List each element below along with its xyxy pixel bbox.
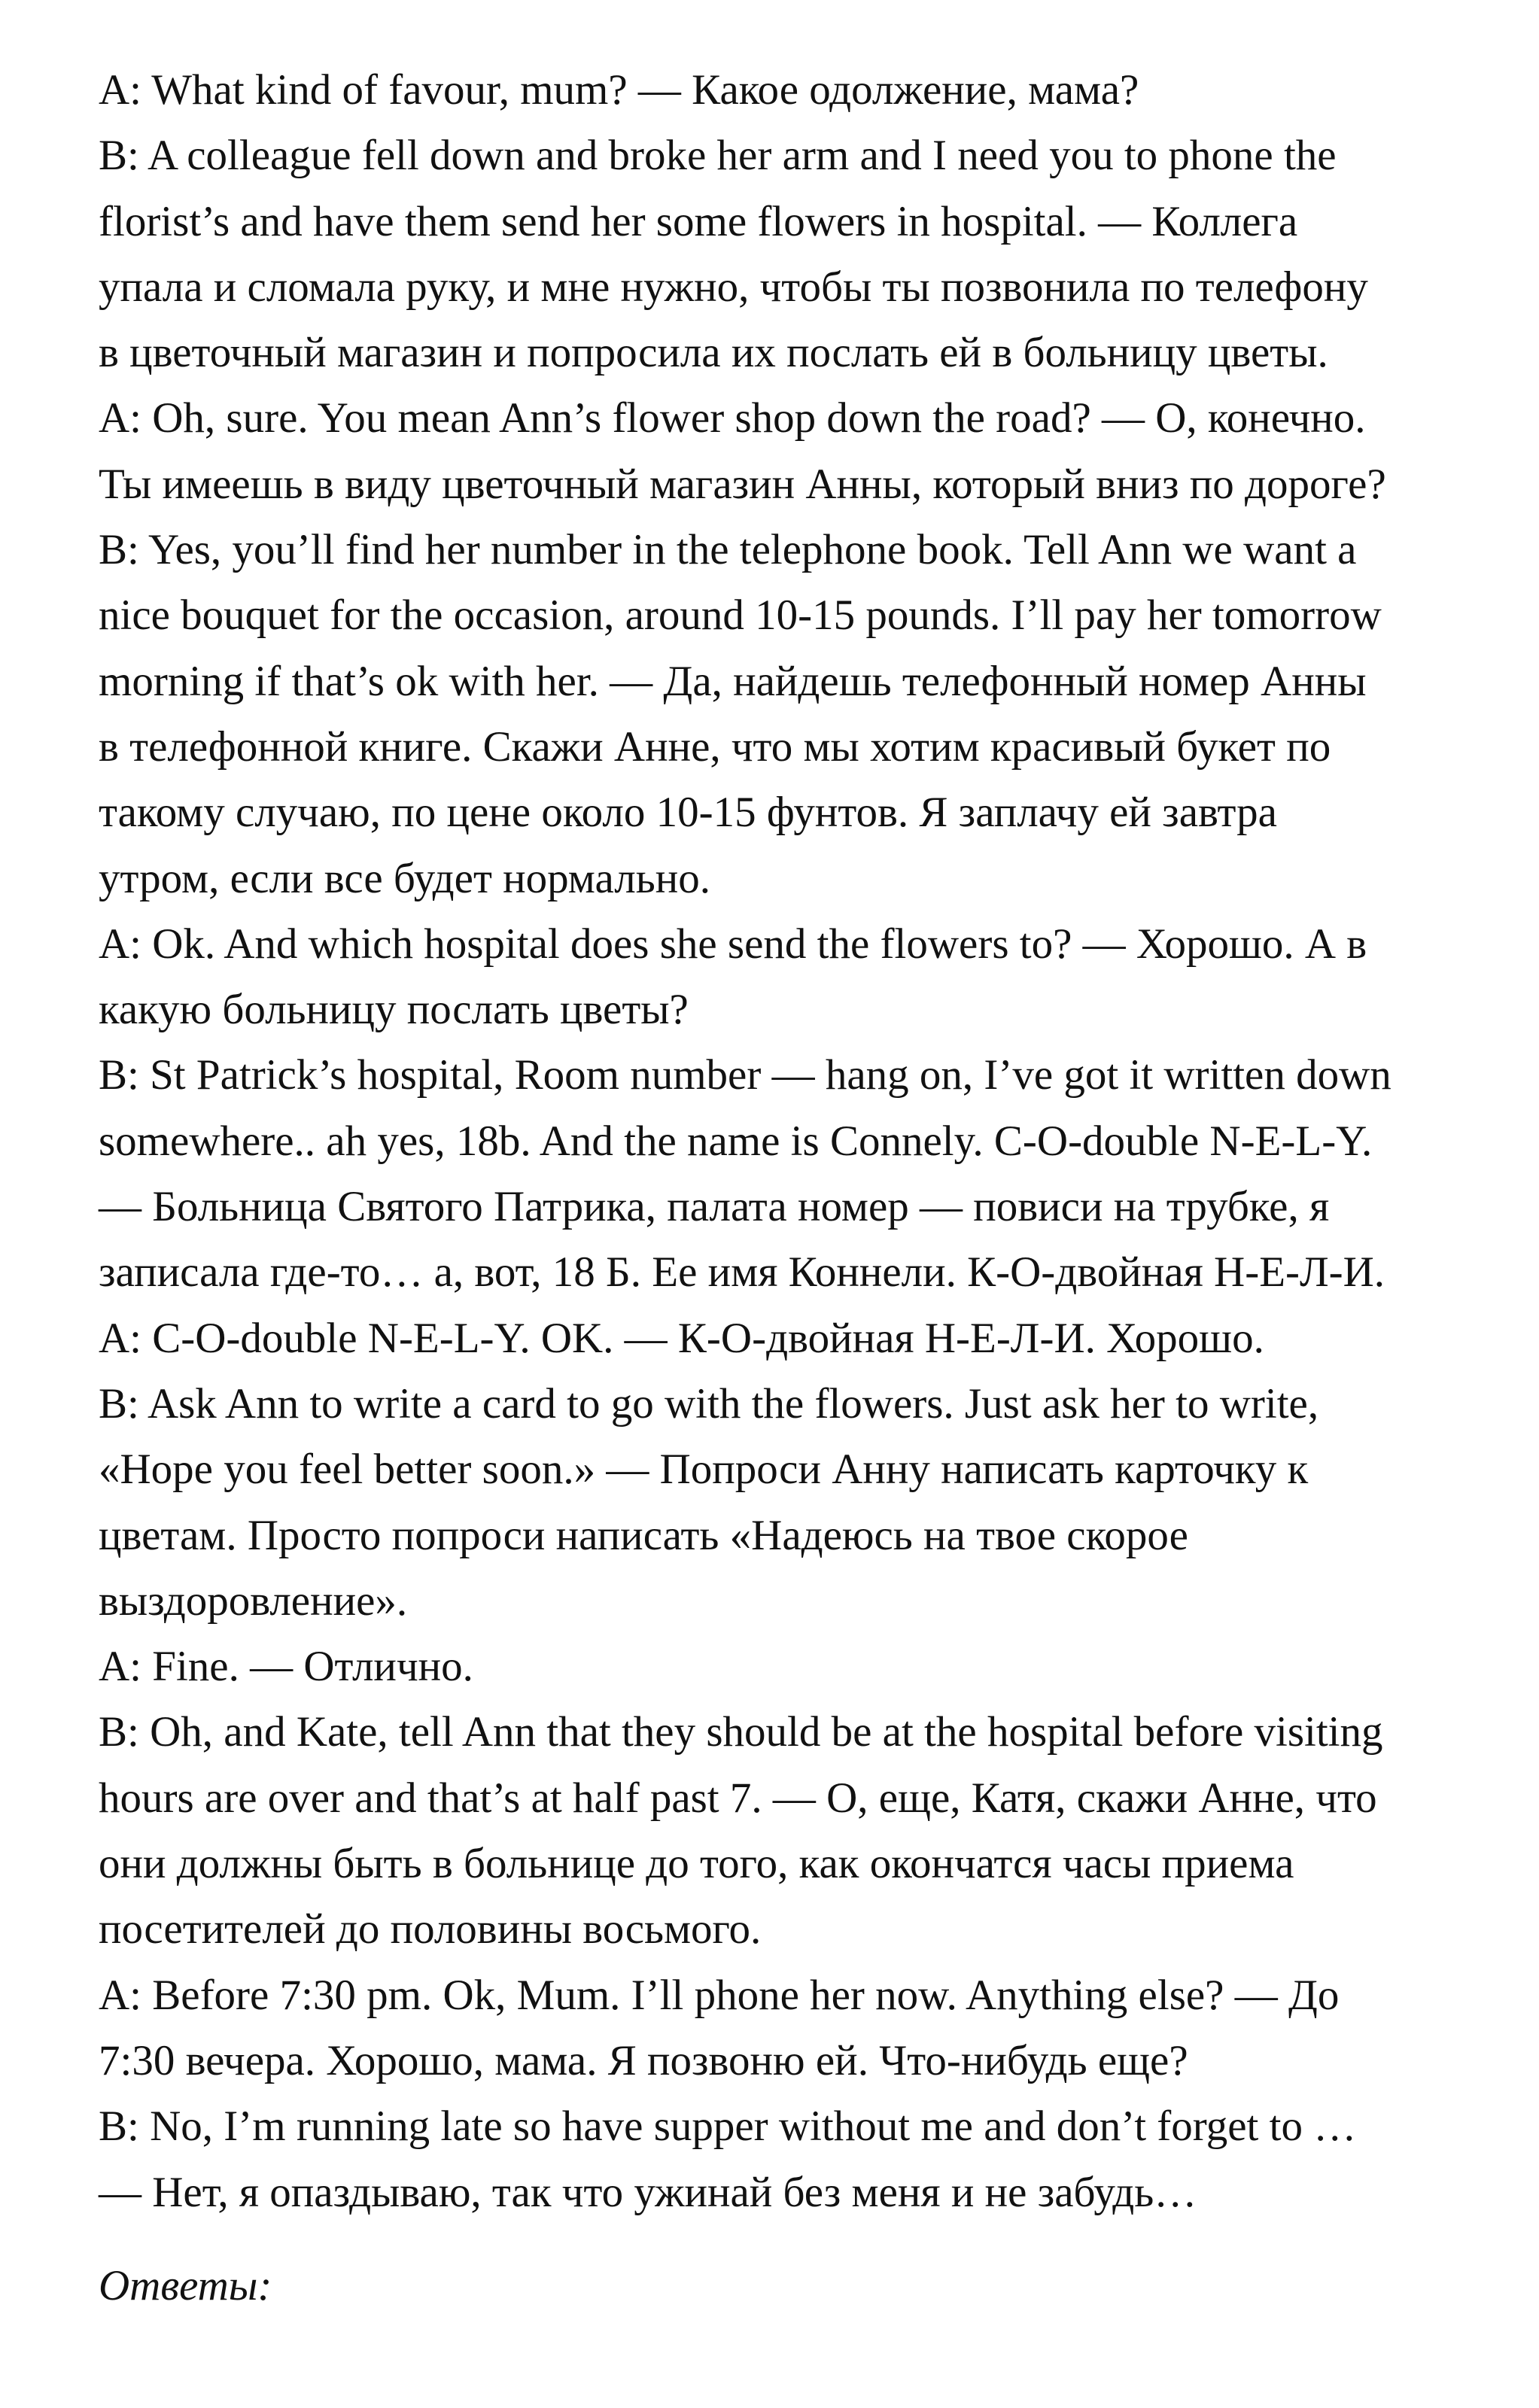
dialogue-line: утром, если все будет нормально. bbox=[99, 854, 710, 902]
dialogue-line: посетителей до половины восьмого. bbox=[99, 1905, 762, 1953]
dialogue-line: morning if that’s ok with her. — Да, найдешь телефонный номер Анны bbox=[99, 657, 1367, 705]
dialogue-line: B: Oh, and Kate, tell Ann that they should be at the hospital before visiting bbox=[99, 1708, 1383, 1756]
dialogue-line: A: C-O-double N-E-L-Y. OK. — К-О-двойная Н-Е-Л-И. Хорошо. bbox=[99, 1314, 1264, 1362]
dialogue-lines bbox=[99, 57, 1513, 2225]
dialogue-line: somewhere.. ah yes, 18b. And the name is Connely. C-O-double N-E-L-Y. bbox=[99, 1117, 1373, 1165]
dialogue-line: какую больницу послать цветы? bbox=[99, 986, 689, 1034]
dialogue-line: B: No, I’m running late so have supper without me and don’t forget to … bbox=[99, 2102, 1357, 2151]
dialogue-line: A: Fine. — Отлично. bbox=[99, 1643, 473, 1691]
dialogue-line: записала где-то… а, вот, 18 Б. Ее имя Коннели. К-О-двойная Н-Е-Л-И. bbox=[99, 1248, 1385, 1297]
dialogue-line: «Hope you feel better soon.» — Попроси Анну написать карточку к bbox=[99, 1446, 1309, 1494]
dialogue-document bbox=[99, 57, 1513, 2318]
dialogue-line: A: What kind of favour, mum? — Какое одолжение, мама? bbox=[99, 66, 1139, 114]
dialogue-line: — Больница Святого Патрика, палата номер — повиси на трубке, я bbox=[99, 1183, 1330, 1231]
dialogue-line: выздоровление». bbox=[99, 1576, 408, 1625]
dialogue-line: A: Ok. And which hospital does she send the flowers to? — Хорошо. А в bbox=[99, 920, 1367, 968]
dialogue-line: — Нет, я опаздываю, так что ужинай без меня и не забудь… bbox=[99, 2168, 1197, 2216]
dialogue-line: такому случаю, по цене около 10-15 фунтов. Я заплачу ей завтра bbox=[99, 789, 1277, 837]
dialogue-line: B: A colleague fell down and broke her arm and I need you to phone the bbox=[99, 132, 1337, 180]
dialogue-line: B: Ask Ann to write a card to go with the flowers. Just ask her to write, bbox=[99, 1379, 1319, 1427]
dialogue-line: B: St Patrick’s hospital, Room number — hang on, I’ve got it written down bbox=[99, 1051, 1391, 1099]
dialogue-line: nice bouquet for the occasion, around 10-15 pounds. I’ll pay her tomorrow bbox=[99, 591, 1382, 640]
dialogue-line: Ты имеешь в виду цветочный магазин Анны, который вниз по дороге? bbox=[99, 460, 1386, 508]
dialogue-line: 7:30 вечера. Хорошо, мама. Я позвоню ей. Что-нибудь еще? bbox=[99, 2036, 1188, 2084]
dialogue-line: они должны быть в больнице до того, как окончатся часы приема bbox=[99, 1840, 1294, 1888]
dialogue-line: A: Before 7:30 pm. Ok, Mum. I’ll phone her now. Anything else? — До bbox=[99, 1971, 1340, 2019]
dialogue-line: A: Oh, sure. You mean Ann’s flower shop down the road? — О, конечно. bbox=[99, 394, 1366, 442]
dialogue-line: в цветочный магазин и попросила их послать ей в больницу цветы. bbox=[99, 329, 1328, 377]
dialogue-line: цветам. Просто попроси написать «Надеюсь на твое скорое bbox=[99, 1511, 1188, 1559]
dialogue-line: B: Yes, you’ll find her number in the telephone book. Tell Ann we want a bbox=[99, 526, 1357, 574]
dialogue-line: в телефонной книге. Скажи Анне, что мы хотим красивый букет по bbox=[99, 722, 1331, 771]
dialogue-line: упала и сломала руку, и мне нужно, чтобы ты позвонила по телефону bbox=[99, 263, 1368, 311]
dialogue-line: hours are over and that’s at half past 7. — О, еще, Катя, скажи Анне, что bbox=[99, 1774, 1377, 1822]
dialogue-line: florist’s and have them send her some flowers in hospital. — Коллега bbox=[99, 197, 1298, 245]
answers-heading: Ответы: bbox=[99, 2261, 272, 2309]
